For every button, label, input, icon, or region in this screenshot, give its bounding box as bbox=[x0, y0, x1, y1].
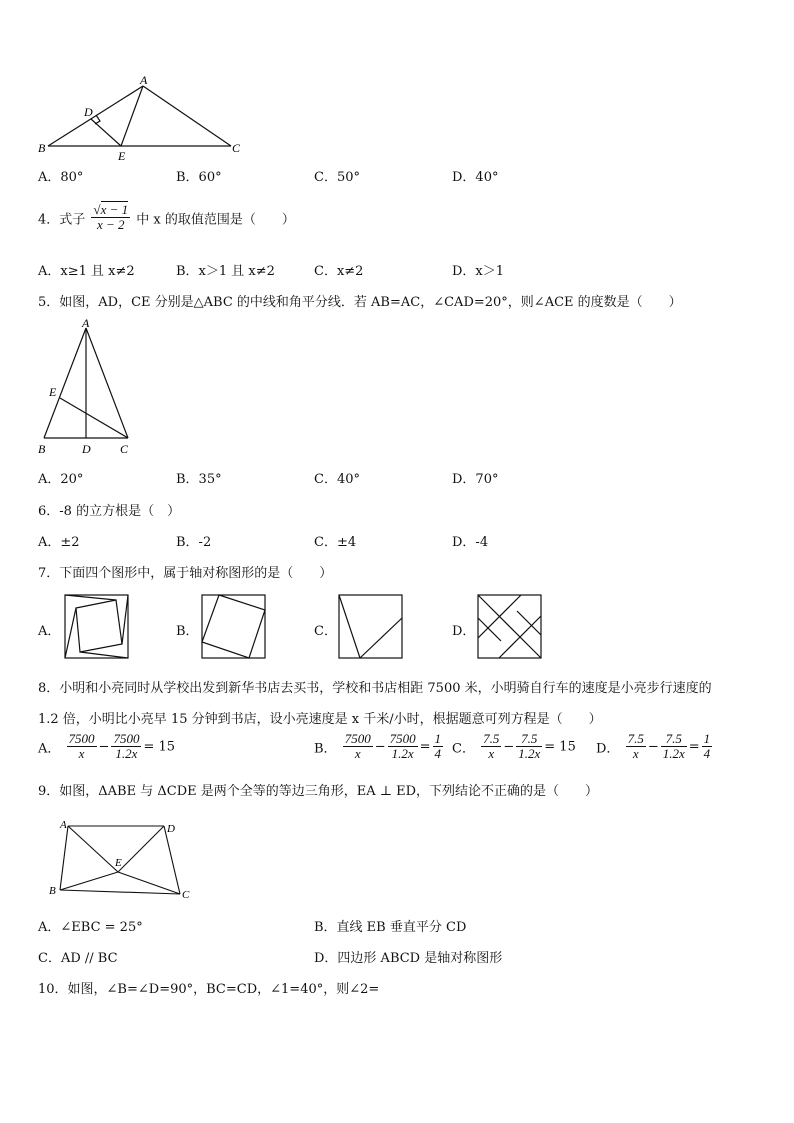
q6-option-b[interactable]: B．-2 bbox=[176, 535, 212, 550]
q4-option-d[interactable]: D．x＞1 bbox=[452, 264, 505, 279]
q4-suffix: 中 x 的取值范围是（ ） bbox=[136, 212, 295, 228]
q5-option-d[interactable]: D．70° bbox=[452, 472, 499, 487]
q4-numerator: √x − 1 bbox=[93, 202, 129, 217]
question-10: 10．如图，∠B=∠D=90°，BC=CD，∠1=40°，则∠2= bbox=[38, 982, 380, 997]
q9-option-b[interactable]: B．直线 EB 垂直平分 CD bbox=[314, 920, 467, 935]
q6-option-d[interactable]: D．-4 bbox=[452, 535, 489, 550]
q3-triangle-figure bbox=[36, 73, 246, 163]
q3-label-A: A bbox=[140, 73, 148, 87]
q8-option-a[interactable]: A． $\frac{7500}{x}$ − $\frac{7500}{1.2x}$ = 15 bbox=[38, 731, 176, 762]
q7-option-b[interactable]: B． bbox=[176, 624, 199, 639]
q9-option-d[interactable]: D．四边形 ABCD 是轴对称图形 bbox=[314, 951, 503, 966]
question-8-line-2: 1.2 倍，小明比小亮早 15 分钟到书店，设小亮速度是 x 千米/小时，根据题意可列方程是（ ） bbox=[38, 712, 602, 727]
q5-option-a[interactable]: A．20° bbox=[38, 472, 84, 487]
q4-option-b[interactable]: B．x＞1 且 x≠2 bbox=[176, 264, 275, 279]
q9-label-D: D bbox=[167, 823, 175, 835]
q9-trapezoid-figure bbox=[48, 818, 198, 902]
q7-figure-b[interactable] bbox=[201, 594, 267, 660]
q4-fraction bbox=[91, 203, 130, 233]
question-4 bbox=[38, 203, 295, 233]
q9-label-B: B bbox=[49, 885, 56, 897]
q3-label-E: E bbox=[118, 149, 126, 163]
q7-figure-a[interactable] bbox=[64, 594, 130, 660]
q5-label-E: E bbox=[49, 385, 57, 399]
q9-label-A: A bbox=[60, 819, 67, 831]
q9-option-a[interactable]: A．∠EBC = 25° bbox=[38, 920, 143, 935]
q7-figure-d[interactable] bbox=[477, 594, 543, 660]
q9-label-C: C bbox=[182, 889, 190, 901]
q8-option-b[interactable]: B． $\frac{7500}{x}$ − $\frac{7500}{1.2x}$ = $\frac{1}{4}$ bbox=[314, 731, 442, 762]
q7-figure-c[interactable] bbox=[338, 594, 404, 660]
q6-option-c[interactable]: C．±4 bbox=[314, 535, 357, 550]
q6-option-a[interactable]: A．±2 bbox=[38, 535, 80, 550]
q4-prefix: 4．式子 bbox=[38, 212, 86, 228]
question-7: 7．下面四个图形中，属于轴对称图形的是（ ） bbox=[38, 566, 333, 581]
q9-option-c[interactable]: C．AD // BC bbox=[38, 951, 118, 966]
q4-option-a[interactable]: A．x≥1 且 x≠2 bbox=[38, 264, 135, 279]
q5-option-c[interactable]: C．40° bbox=[314, 472, 360, 487]
q7-option-c[interactable]: C． bbox=[314, 624, 337, 639]
question-9: 9．如图，ΔABE 与 ΔCDE 是两个全等的等边三角形，EA ⊥ ED，下列结论不正确的是（ ） bbox=[38, 784, 599, 799]
q4-denominator: x − 2 bbox=[96, 217, 125, 233]
q5-label-C: C bbox=[120, 442, 129, 456]
q3-option-c[interactable]: C．50° bbox=[314, 170, 360, 185]
q9-label-E: E bbox=[115, 857, 122, 869]
sqrt-icon: √ bbox=[93, 202, 101, 217]
q3-option-a[interactable]: A．80° bbox=[38, 170, 84, 185]
q5-label-D: D bbox=[82, 442, 91, 456]
question-5: 5．如图，AD，CE 分别是△ABC 的中线和角平分线．若 AB=AC，∠CAD=20°，则∠ACE 的度数是（ ） bbox=[38, 295, 682, 310]
q5-label-B: B bbox=[38, 442, 46, 456]
q3-label-D: D bbox=[84, 105, 93, 119]
q7-option-a[interactable]: A． bbox=[38, 624, 61, 639]
q5-option-b[interactable]: B．35° bbox=[176, 472, 222, 487]
q8-option-d[interactable]: D． $\frac{7.5}{x}$ − $\frac{7.5}{1.2x}$ = $\frac{1}{4}$ bbox=[596, 731, 711, 762]
q5-label-A: A bbox=[82, 316, 90, 330]
q7-option-d[interactable]: D． bbox=[452, 624, 476, 639]
q8-option-c[interactable]: C． $\frac{7.5}{x}$ − $\frac{7.5}{1.2x}$ = 15 bbox=[452, 731, 576, 762]
q3-label-B: B bbox=[38, 141, 46, 155]
question-6: 6．-8 的立方根是（ ） bbox=[38, 504, 181, 519]
q3-option-d[interactable]: D．40° bbox=[452, 170, 499, 185]
q5-triangle-figure bbox=[36, 316, 136, 458]
q4-option-c[interactable]: C．x≠2 bbox=[314, 264, 364, 279]
q3-label-C: C bbox=[232, 141, 241, 155]
q3-option-b[interactable]: B．60° bbox=[176, 170, 222, 185]
question-8-line-1: 8．小明和小亮同时从学校出发到新华书店去买书，学校和书店相距 7500 米，小明骑自行车的速度是小亮步行速度的 bbox=[38, 681, 712, 696]
